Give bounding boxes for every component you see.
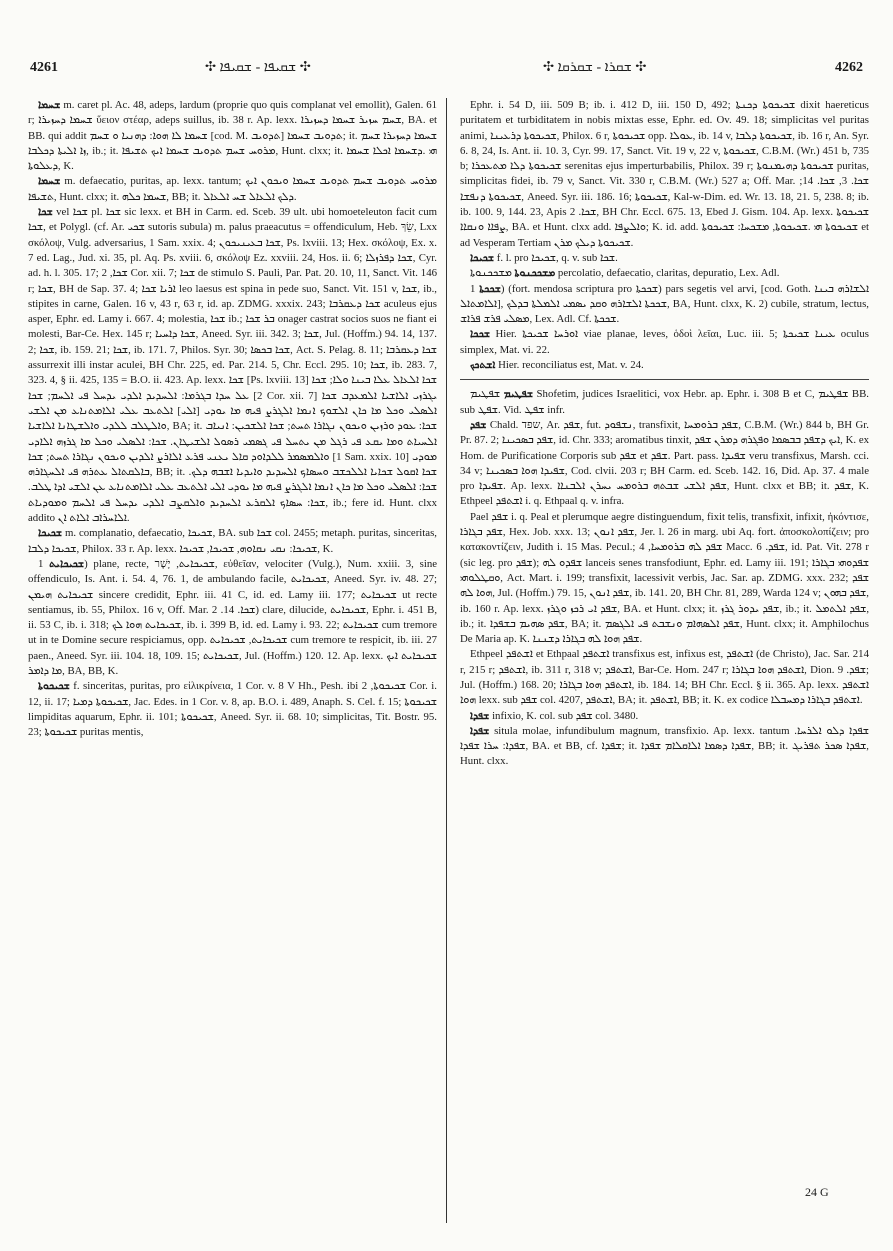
entry-headword: ܫܟܐ bbox=[38, 206, 53, 219]
dictionary-entry bbox=[460, 510, 869, 648]
dictionary-entry bbox=[460, 387, 869, 418]
entry-headword: ܫܟܟܬܐ bbox=[479, 282, 501, 295]
entry-text: Ephr. i. 54 D, iii. 509 B; ib. i. 412 D, iii. 150 D, 492; ܫܟܝܟܘܬܐ ܕܟܢܬܐ dixit haereticus puritatem et turbiditatem in nobis mixtas esse, Ephr. ed. Ov. 49. 18; simplicitas vel puritas animi, ܫܟܝܟܘܬܐ ܕܪܥܝܢܐ, Philox. 6 r, ܫܟܝܟܘܬܐ opp. ܥܘܠܐ, ib. 14 v, ܫܟܝܟܘܬܐ ܕܠܒܐ, ib. 16 r, An. Syr. 6. 8, 24, Is. Ant. ii. 10. 3, Cyr. 99. 17, Sanct. Vit. 19 v, 22 v, ܫܟܝܟܘܬܐ, C.B.M. (Wr.) 451 b, 735 b; ܫܟܝܟܘܬܐ ܕܠܐ ܡܬܥܟܪܐ serenitas ejus imperturbabilis, Philox. 39 r; ܫܟܝܟܘܬܐ ܕܗܝܡܢܘܬܐ puritas, simplicitas fidei, ib. 79 v, Sanct. Vit. 330 r, C.B.M. (Wr.) 527 a; Off. Mar. ܫܟܐ. 3, ܫܟܐ. 14; ܫܟܝܟܘܬܐ ܕܢܦܫܐ, Aneed. Syr. iii. 186. 16; ܫܟܝܟܘܬܐ, Kal-w-Dim. ed. Wr. 13. 18, 21. 5, 238. 8; ib. ib. 100. 9, 144. 23, Apis ܫܟܐ. 2, BH Chr. Eccl. 675. 13, Ebed J. Gism. 104. Ap. lexx. ܫܟܝܟܘܬܐ ܨܦܐܐ ܘܢܩܐܐ, BA. et Hunt. clxx add. ܘܐܠܨܦܐ; K. id. add. ܫܟܝܟܘܬܐ ܗܝ .ܫܟܝܟܘܬܐ, ܡܫܟܚܐ: ܫܟܝܟܘܬܐ et ad Vesperam Tertiam ܫܟܝܟܘܬܐ ܕܝܠܟ ܡܪܢ. bbox=[460, 99, 869, 249]
left-page-number: 4261 bbox=[30, 60, 58, 75]
dictionary-entry bbox=[460, 647, 869, 708]
dictionary-entry bbox=[28, 205, 437, 526]
entry-headword: ܫܚܡܐ bbox=[38, 99, 61, 111]
dictionary-entry bbox=[28, 679, 437, 740]
entry-text: infixio, K. col. sub ܫܦܕ col. 3480. bbox=[492, 709, 639, 722]
dictionary-entry bbox=[460, 251, 869, 266]
entry-text: 1) (fort. mendosa scriptura pro ܫܟܟܬܐ) pars segetis vel arvi, [cod. Goth. ܐܠܫܐܪܗ ܒܝܢܐ ܐܠܐܡܬܐܠ], ܫܟܟܬܐ ܐܠܫܐܪܗ ܘܩܕ ܝܣܡܝ ܐܠܡܠܬܐ ܒܕܠܟ, BA, Hunt. clxx, K. 2) cubile, stratum, lectus, ܡܣܠܝ ܦܪܫ ܦܪܐܫ, Lex. Adl. Cf. ܫܟܟܬܐ. bbox=[460, 282, 869, 326]
entry-text: Chald. שפד, Ar. ܫܦܕ, fut. ܢܫܦܘܕ, transfixit, ܫܦܕ ܒܪܘܡܚܐ, C.B.M. (Wr.) 844 b, BH Gr. Pr. 87. 2; ܫܦܕ ܒܣܟܝܢܐ, id. Chr. 333; aromatibus tinxit, ܐܝܟ ܕܫܦܕ ܒܒܣܡܐ ܘܦܓܪܗ ܕܡܪܢ ܫܦܕ, K. ex Hom. de Purificatione Corporis sub ܫܦܕ et ܫܦܕ. Part. pass. ܫܦܝܕܐ veru transfixus, Marsh. cci. 34 v; ܫܦܝܕܐ ܗܘܐ ܒܣܟܝܢܐ, Cod. clvii. 203 r; BH Carm. ed. Sceb. 142. 16, Did. Ap. 37. 4 male pro ܫܦܝܕܐ. Ap. lexx. ܫܦܕ ܐܠܫܝ ܫܒܬܗ ܒܪܘܡܚ ܝܚܪܢ ܐܠܒܢܐܐ, Hunt. clxx et BB; it. ܫܦܕ, K. Ethpeel ܐܫܬܦܕ i. q. Ethpaal q. v. infra. bbox=[460, 418, 869, 508]
entry-text: m. caret pl. Ac. 48, adeps, lardum (proprie quo quis complanat vel emollit), Galen. 61 r; ܫܚܡܐ ܕܚܙܝܪܐ ὕειον στέαρ, adeps suillus, ib. 38 r. Ap. lexx. ܫܚܡ ܚܙܝܪ ܫܚܡܐ ܕܚܙܝܪܐ, BA. et BB. qui addit ܫܚܡܐ ܠܐ ܗܘܐ: ܕܗܢܝܐ ܘ ܫܚܡ [cod. M. ܬܕܘܝܒ] ܬܕܘܝܒ ܫܚܡܐ; it. ܫܚܡܐ ܕܚܙܝܪܐ ܫܚܡ ܙܐ ܐܠܝܬܐ ܕܟܠܒܐ, ib.; it. ܡܪܘܚ ܫܚܡ ܬܕܘܝܒ ܫܚܡܐ ܐܝܟ ܬܫܝܦܐ, Hunt. clxx; it. ܗܝ .ܕܫܚܡܐ ܐܟܠܐ ܫܚܡܐ ܕܥܠܘܬܐ, K. bbox=[28, 99, 437, 173]
entry-headword: ܫܟܟܐ bbox=[470, 328, 491, 341]
dictionary-entry bbox=[28, 98, 437, 174]
entry-headword: ܫܟܝܟܐ bbox=[38, 527, 63, 540]
entry-text: Ethpeel ܐܫܬܦܕ et Ethpaal ܐܫܬܦܕ transfixus est, infixus est, ܐܫܬܦܕ (de Christo), Jac. Sar. 214 r, 215 r; ܐܫܬܦܕ, ib. 311 r, 318 v; ܐܫܬܦܕ, Bar-Ce. Hom. 247 r; ܐܫܬܦܕ ܗܘܐ ܒܓܐܪܐ, Dion. ܫܦܕ. 9; Jul. (Hoffm.) 168. 20; ܐܫܬܦܕ ܗܘܐ ܒܓܐܪܐ, ib. 184. 14; BH Chr. Eccl. § ii. 365. Ap. lexx. ܐܫܬܦܕ ܗܘܐ lexx. sub ܫܦܕ col. 4207, ܐܫܬܦܕ, BA; it. ܐܫܬܦܕ, BB; it. K. ex codice ܐܫܬܦܕ ܒܓܐܪܐ ܕܡܚܒܠܐ. bbox=[460, 648, 869, 707]
dictionary-entry bbox=[460, 327, 869, 358]
entry-text: Hier. reconciliatus est, Mat. v. 24. bbox=[498, 359, 644, 372]
entry-text: 1) plane, recte, ܫܟܝܟܐܝܬ, יָשָׁר, εὐθεῖαν, velociter (Vulg.), Num. xxiii. 3, sine offendiculo, Is. Ant. i. 54. 4, 76. 1, de ambulando facile, ܫܟܝܟܐܝܬ, Aneed. Syr. iv. 48. 27; ܫܟܝܟܐܝܬ ܗܝܡܢ sincere credidit, Ephr. iii. 41 C, id. ed. Lamy iii. 177; ܫܟܝܟܐܝܬ ut recte sentiamus, ib. 55, Philox. 16 v, Off. Mar. ܫܟܐ. 14. 2) clare, dilucide, ܫܟܝܟܐܝܬ, Ephr. i. 451 B, ii. 53 C, ib. i. 318; ܫܟܝܟܐܝܬ ܗܘܐ ܠܟ, ib. i. 399 B, id. ed. Lamy i. 93. 22; ܫܟܝܟܐܝܬ cum tremore ut in te Domine secure respiciamus, opp. ܫܟܝܟܐܝܬ, ܫܟܝܟܐܝܬ cum tremore te respicit, ib. iii. 27 paen., Aneed. Syr. iii. 104. 18, 109. 15; ܫܟܝܟܐܝܬ, Jul. (Hoffm.) 120. 12. Ap. lexx. ܫܟܝܟܐܝܬ ܐܝܟ ܡܐ ܕܐܡܪ, BA, BB, K. bbox=[28, 557, 437, 677]
dictionary-entry bbox=[460, 724, 869, 770]
dictionary-entry bbox=[460, 358, 869, 373]
entry-headword: ܫܦܛܝܡ bbox=[503, 388, 533, 401]
section-separator bbox=[460, 379, 869, 380]
right-column bbox=[460, 98, 869, 1233]
right-running-head: ✣ ܫܩܪܐ - ܫܩܪܩܐ ✣ bbox=[543, 60, 647, 75]
dictionary-entry bbox=[460, 282, 869, 328]
right-page-number: 4262 bbox=[835, 60, 863, 75]
entry-text: f. sinceritas, puritas, pro εἰλικρίνεια, 1 Cor. v. 8 V Hh., Pesh. ibi ܫܟܝܟܘܬܐ, 2 Cor. i. 12, ii. 17; ܫܟܝܟܘܬܐ ܕܡܝܐ, Jac. Edes. in 1 Cor. v. 8, ap. B.O. i. 489, Anaph. S. Cel. f. 15; ܫܟܝܟܘܬܐ limpiditas aquarum, Ephr. ii. 101; ܫܟܝܟܘܬܐ, Aneed. Syr. ii. 68. 10; simplicitas, Tit. Bostr. 95. 23; ܫܟܝܟܘܬܐ puritas mentis, bbox=[28, 680, 437, 739]
signature-mark: 24 G bbox=[805, 1185, 829, 1199]
dictionary-entry bbox=[460, 266, 869, 281]
left-column bbox=[28, 98, 437, 1233]
entry-text: m. defaecatio, puritas, ap. lexx. tantum; ܡܪܘܚ ܬܕܘܝܒ ܫܚܡ ܬܕܘܝܒ ܫܚܡܐ ܘܝܟܘܢ ܐܝܟ ܬܫܝܦܐ, Hunt. clxx; it. ܫܚܡܐ ܟܠܗ, BB; it. ܕܠܟ ܐܠܥܐܠ ܫܚ ܐܠܥܐܠ. bbox=[28, 175, 437, 203]
dictionary-entry bbox=[28, 557, 437, 679]
entry-headword: ܫܦܕ bbox=[470, 418, 487, 431]
entry-text: Hier. ܐܘܪܚܐ ܫܟܝܟܬܐ viae planae, leves, ὁδοὶ λεῖαι, Luc. iii. 5; ܥܝܢܐ ܫܟܝܟܬܐ oculus simplex, Mat. vi. 22. bbox=[460, 328, 869, 356]
entry-headword: ܫܦܕܐ bbox=[470, 709, 490, 722]
entry-text: situla molae, infundibulum magnum, transfixio. Ap. lexx. tantum ܫܦܕܐ ܕܠܘ ܐܠܪܚܐ. ܫܦܕܐ: ܚܪܐ ܫܦܕܐ, BA. et BB, cf. ܫܦܕܐ; it. ܫܦܕܐ ܕܣܡܐ ܐܠܐܩܠܐܡ ܫܦܕܐ, BB; it. ܫܦܕܐ ܣܟܪ ܬܦܪܝܓ, Hunt. clxx. bbox=[460, 724, 869, 768]
left-running-head: ✣ ܫܩܝܦܐ - ܫܩܝܦܐ ✣ bbox=[205, 60, 311, 75]
entry-text: vel ܫܟܐ pl. ܫܟܐ sic lexx. et BH in Carm. ed. Sceb. 39 ult. ubi homoeteleuton facit cum ܫܟܐ, et Polygl. (cf. Ar. ܫܟܝ sutoris subula) m. palus praeacutus = offendiculum, Heb. שֵׂךְ, Lxx σκόλοψ, Vulg. adversarius, 1 Sam. xxix. 4; ܫܟܐ ܒܥܝܢܝܟܘܢ, Ps. lxviii. 13; Hex. σκόλοψ, Ex. x. 7 ed. Lag., Jud. xi. 35, pl. Aq. Ps. xviii. 6, σκόλοψ Ez. xxviii. 24, Hos. ii. 6; ܫܟܐ ܕܦܪܙܠܐ, Cyr. ad. h. l. 305. 17; ܫܟܐ, 2 Cor. xii. 7; ܫܟܐ de stimulo S. Pauli, Par. Pat. 20. 10, 11, Sanct. Vit. 146 r; ܫܟܐ, BH de Sap. 37. 4; ܐܪܝܐ ܫܟܐ leo laesus est spina in pede suo, Sanct. Vit. 151 v, ܫܟܐ, ib., stipites in carne, Galen. 16 v, 43 r, 63 r, id. ap. ZDMG. xxxix. 243; ܫܟܐ ܕܥܩܪܒܐ aculeus ejus asper, Ephr. ed. Lamy i. 667. 4; molestia, ܫܟܐ ib.; ܒܪ ܫܟܐ onager castrat socios suos ne fiant ei molesti, Bar-Ce. Hex. 145 r; ܫܟܐ ܕܐܚܝܐ, Aneed. Syr. iii. 342. 3; ܫܟܐ, Jul. (Hoffm.) 94. 14, 137. 2; ܫܟܐ, ib. 159. 21; ܫܟܐ, ib. 171. 7, Philos. Syr. 30; ܫܟܐ ܒܟܣܐ, Act. S. Pelag. 8. 11; ܫܟܐ ܕܥܩܪܒܐ assurrexit illi instar aculei, BH Chr. 225, ed. Par. 214. 5, Chr. Eccl. 295. 10; ܫܟܐ, ib. 283. 7, 323. 4, § ii. 425, 135 = B.O. ii. 423. Ap. lexx. ܫܟܐ [Ps. lxviii. 13] ܫܟܐ ܐܠܥܐܠ ܥܠܐ ܒܝܢܐ ܘܠܐ; ܫܟܐ ܥܠ ܚܕܐ ܒܓܪܡܐ: ܐܠܚܕܝܕ ܐܠܕܝ ܝܕܚܠ ܦܝ ܐܠܚܡ; ܫܟܐ [2 Cor. xii. 7] ܝܓܪܙܝ ܐܠܐܫܝܐ ܐܠܡܥܕܒ ܫܟܐ ܐܠܣܠܝ ܘܟܠ ܡܐ ܟܐܢ ܐܠܫܘܟ ܐܢܡܐ ܐܠܓܪܨ ܦܝܗ ܡܐ ܝܘܕܝ [ܐܠܝ] ܐܠܬܥܒ ܥܠܝ ܐܠܐܡܬܢܐܥ ܡܢ ܐܠܫܝ ܘܐܠܛܠܒ ܠܠܕܝ ܘܐܠܫܛܐܢܐ ܐܠܐܫܝܐ, BA; it. ܫܟܐ: ܥܘܕ ܘܪܙܝܢ ܘܝܟܘܢ ܢܓܐܪܐ ܬܚܬ; ܫܟܐ ܐܠܫܟܝܢ: ܐܢܝܐܒ ܐܠܚܝܐܬ ܘܡܐ ܝܩܥ ܦܝ ܪܓܠ ܡܢ ܝܬܚܠ ܦܝ ܓܣܡܝ ܪܣܘܠ ܐܠܫܝܛܐܢ. ܫܟܐ: ܐܠܣܠܝ ܘܟܠ ܡܐ ܓܪܙܗ ܐܠܐܕܝ ܘܐܠܡܣܡܪ ܠܠܕܐܘܕ ܩܐܠ ܝܥܢܝ ܦܪܥ ܐܠܐܪܨ ܐܠܕܝܢ ܘܝܟܘܢ ܢܓܐܪܐ ܬܚܬ; ܫܟܐ [1 Sam. xxix. 10] ܡܘܕܝ ܒܐܠܩܬܐܠ ܥܬܪܗ ܦܝ ܐܠܚܓܐܪܗ, BB; it. ܫܟܐ ܐܩܘܠ ܫܟܐܝܐ ܐܠܠܟܫܒ ܘܚܣܐܟ ܐܠܚܕܝܕ ܘܐܝܕܝܐ ܐܫܒܗ ܕܠܟ. ܫܟܐ: ܐܠܣܠܝ ܘܟܠ ܡܐ ܟܐܢ ܐܢܡܐ ܐܠܓܪܨ ܦܝܗ ܡܐ ܝܘܕܝ ܐܠܝ ܐܠܬܥܒ ܥܠܝ ܐܠܐܡܬܢܐܥ ܥܢ ܐܠܫܝ ܐܕܐ ܛܠܒ. ܫܟܐ: ܚܣܐܟ ܐܠܩܪܥ ܐܠܚܕܝܕ ܘܐܠܩܨܒ ܐܠܕܝ ܝܕܚܠ ܦܝ ܐܠܚܡ ܘܡܘܕܝܐܬ, ib.; fere id. Hunt. clxx addito ܐܠܐܚܪܐܒ ܐܠܐܬ ܐܢ. bbox=[28, 206, 437, 525]
entry-text: ܫܦܛܝܡ Shofetim, judices Israelitici, vox Hebr. ap. Ephr. i. 308 B et C, ܫܦܛܝܡ BB. sub ܫܦܛ. Vid. ܫܦܛ infr. bbox=[460, 388, 869, 416]
column-divider bbox=[446, 98, 447, 1223]
entry-text: m. complanatio, defaecatio, ܫܟܝܟܐ, BA. sub ܫܟܐ col. 2455; metaph. puritas, sinceritas, ܫܟܝܟܐ ܕܠܒܐ, Philox. 33 r. Ap. lexx. ܫܟܝܟܐ: ܢܩܝ ܢܩܐܘܗ, ܫܟܝܟܐ, ܫܟܝܟܐ, K. bbox=[28, 527, 437, 555]
dictionary-entry bbox=[28, 526, 437, 557]
entry-headword: ܡܫܟܟܢܘܬܐ bbox=[514, 267, 556, 280]
dictionary-entry bbox=[28, 174, 437, 205]
entry-text: Pael ܫܦܕ i. q. Peal et plerumque aegre distinguendum, fixit telis, transfixit, infixit, ἠκόντισε, ܫܦܕ ܒܓܐܪܐ, Hex. Job. xxx. 13; ܫܦܕ ܐܢܘܢ, Jer. l. 26 in marg. ubi Aq. fort. ἀποσκολοπίζειν; pro κατακοντίζειν, Judith i. 15 Mas. Pecul.; ܫܦܕ ܠܗ ܒܪܘܡܚܐ, 4 Macc. ܫܦܕ. 6, id. Pat. Vit. 278 r (sic leg. pro ܫܦܕ); ܫܦܕܘ ܠܗ lanceis senes transfodiunt, Ephr. ed. Lamy iii. 191; ܫܦܕܘܗܝ ܒܓܐܪܐ ܘܩܛܠܘܗܝ, Act. Mart. i. 199; transfixit, lacessivit verbis, Jac. Sar. ap. ZDMG. xxx. 232; ܫܦܕ ܗܘܐ ܠܗ, Jul. (Hoffm.) 79. 15, ܫܦܕ ܐܢܘܢ, ib. 141. 20, BH Chr. 81, 289, Warda 124 v; ܫܦܕ ܒܗܘܢ, ib. 160 r. Ap. lexx. ܫܦܕ ܐܝ ܪܟܙ ܘܓܪܙ, BA. et Hunt. clxx; it. ܫܦܕ ܝܕܘܪ ܓܪܙ, ib.; it. ܫܦܕ ܐܠܬܡܠ, ib.; it. ܫܦܕ ܣܗܝܡ ܒܫܦܕܐ, BA; it. ܫܦܕ ܐܠܣܗܐܡ ܘܢܫܒܬ ܦܝ ܐܠܓܣܡ, Hunt. clxx; it. Amphilochus De Maria ap. K. ܫܦܕ ܗܘܐ ܠܗ ܒܓܐܪܐ ܕܫܢܢܐ. bbox=[460, 510, 869, 646]
entry-headword: ܫܟܝܟܘܬܐ bbox=[38, 680, 70, 693]
dictionary-entry bbox=[460, 709, 869, 724]
entry-text: ܡܫܟܟܢܘܬܐ percolatio, defaecatio, claritas, depuratio, Lex. Adl. bbox=[470, 267, 780, 280]
entry-headword: ܫܟܝܟܐ bbox=[470, 251, 495, 264]
entry-headword: ܫܟܝܟܐܝܬ bbox=[49, 557, 85, 570]
entry-headword: ܫܚܡܐ bbox=[38, 175, 61, 188]
entry-headword: ܫܦܕܐ bbox=[470, 724, 490, 737]
entry-text: f. l. pro ܫܟܝܟܐ, q. v. sub ܫܟܐ. bbox=[496, 251, 618, 264]
dictionary-entry bbox=[460, 98, 869, 251]
entry-headword: ܐܫܬܟܟ bbox=[470, 359, 496, 372]
dictionary-entry bbox=[460, 418, 869, 510]
